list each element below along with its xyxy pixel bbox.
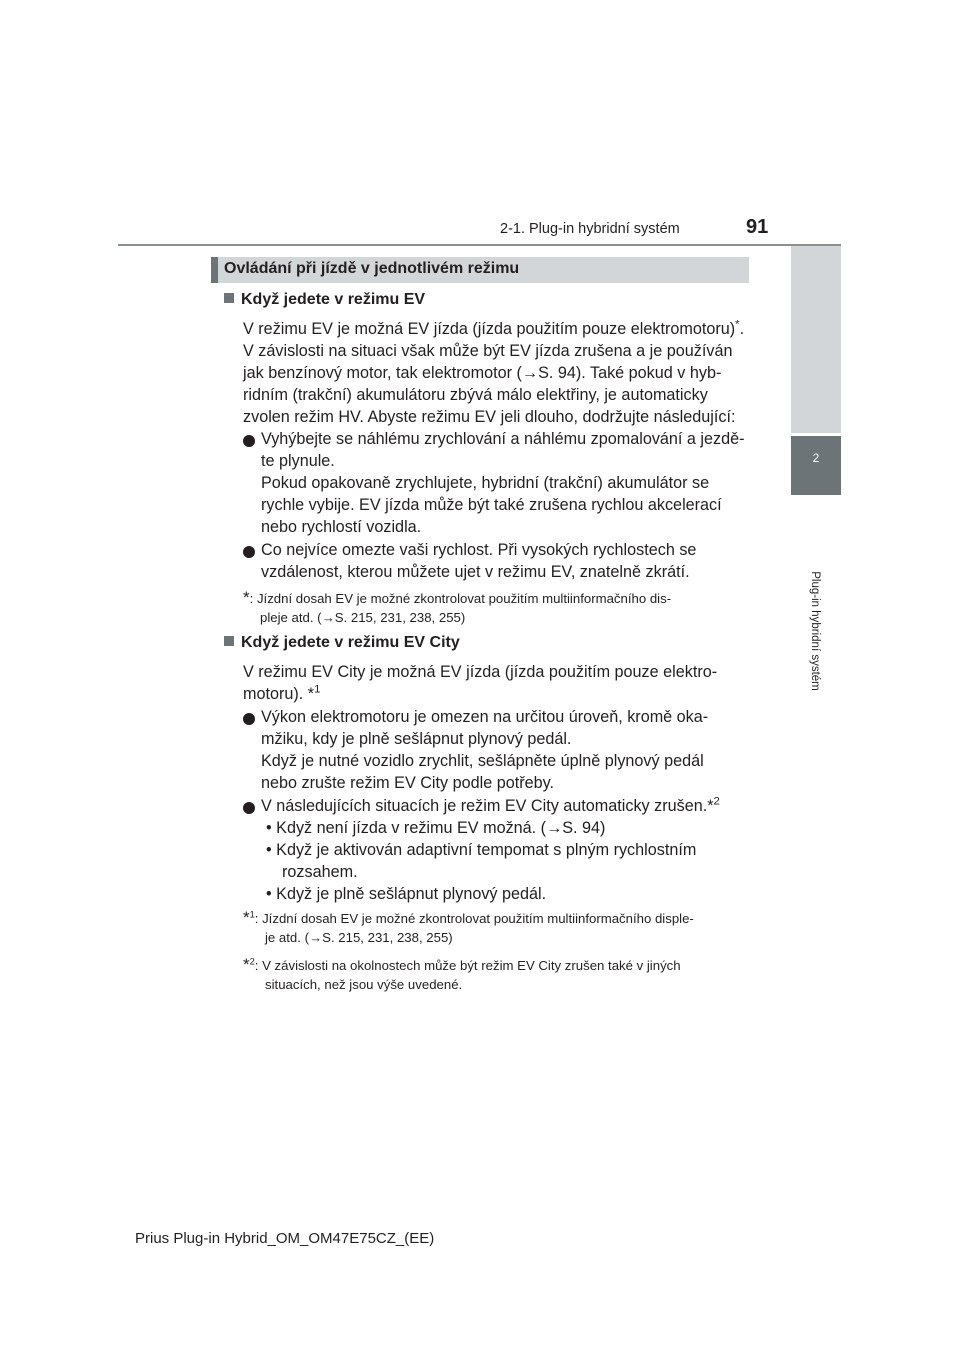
ev-bullet-2: Co nejvíce omezte vaši rychlost. Při vysokých rychlostech se vzdálenost, kterou můžete ujet v režimu EV, znatelně zkrátí. xyxy=(261,541,697,581)
bullet-dot-icon xyxy=(243,430,261,452)
bullet-dot-icon xyxy=(243,541,261,563)
section-title: Ovládání při jízdě v jednotlivém režimu xyxy=(224,260,520,277)
square-bullet-icon xyxy=(224,293,234,303)
ev-city-intro: V režimu EV City je možná EV jízda (jízda použitím pouze elektro- motoru). *$^1$ xyxy=(243,663,718,703)
ev-city-bullet-1: Výkon elektromotoru je omezen na určitou úroveň, kromě oka- mžiku, kdy je plně sešlápnut plynový pedál. Když je nutné vozidlo zrychlit, sešlápněte úplně plynový pedál nebo zrušte režim EV City podle potřeby. xyxy=(261,708,709,792)
ev-city-sub-bullets: • Když není jízda v režimu EV možná. (→S. 94) • Když je aktivován adaptivní tempomat s plným rychlostním rozsahem. • Když je plně sešlápnut plynový pedál. xyxy=(266,819,697,903)
bullet-dot-icon xyxy=(243,708,261,730)
ev-bullet-1: Vyhýbejte se náhlému zrychlování a náhlému zpomalování a jezdě- te plynule. Pokud opakovaně zrychlujete, hybridní (trakční) akumulátor se rychle vybije. EV jízda může být také zrušena rychlou akcelerací nebo rychlostí vozidla. xyxy=(261,430,745,536)
ev-city-footnote-1: *$^1$: Jízdní dosah EV je možné zkontrolovat použitím multiinformačního disple- je atd. (→S. 215, 231, 238, 255) xyxy=(243,908,694,945)
subheading-ev-mode: Když jedete v režimu EV xyxy=(224,291,425,309)
ev-intro: V režimu EV je možná EV jízda (jízda použitím pouze elektromotoru)*. V závislosti na situaci však může být EV jízda zrušena a je používán jak benzínový motor, tak elektromotor (→S. 94). Také pokud v hyb- ridním (trakční) akumulátoru zbývá málo elektřiny, je automaticky zvolen režim HV. Abyste režimu EV jeli dlouho, dodržujte následující: xyxy=(243,318,745,426)
page-number: 91 xyxy=(746,216,769,238)
chapter-number-tab: 2 xyxy=(791,436,841,495)
side-tab-top xyxy=(791,246,841,433)
ev-city-bullet-2: V následujících situacích je režim EV City automaticky zrušen.*$^2$ xyxy=(261,795,720,815)
running-header: 2-1. Plug-in hybridní systém xyxy=(500,221,680,237)
ev-city-footnote-2: *$^2$: V závislosti na okolnostech může být režim EV City zrušen také v jiných situacích, než jsou výše uvedené. xyxy=(243,955,681,992)
chapter-title-vertical: Plug-in hybridní systém xyxy=(809,571,821,691)
subheading-ev-city: Když jedete v režimu EV City xyxy=(224,634,460,652)
ev-footnote: *: Jízdní dosah EV je možné zkontrolovat použitím multiinformačního dis- pleje atd. (→S. 215, 231, 238, 255) xyxy=(243,588,672,625)
bullet-dot-icon xyxy=(243,797,261,819)
document-footer: Prius Plug-in Hybrid_OM_OM47E75CZ_(EE) xyxy=(135,1230,435,1247)
header-rule xyxy=(118,244,841,246)
square-bullet-icon xyxy=(224,636,234,646)
